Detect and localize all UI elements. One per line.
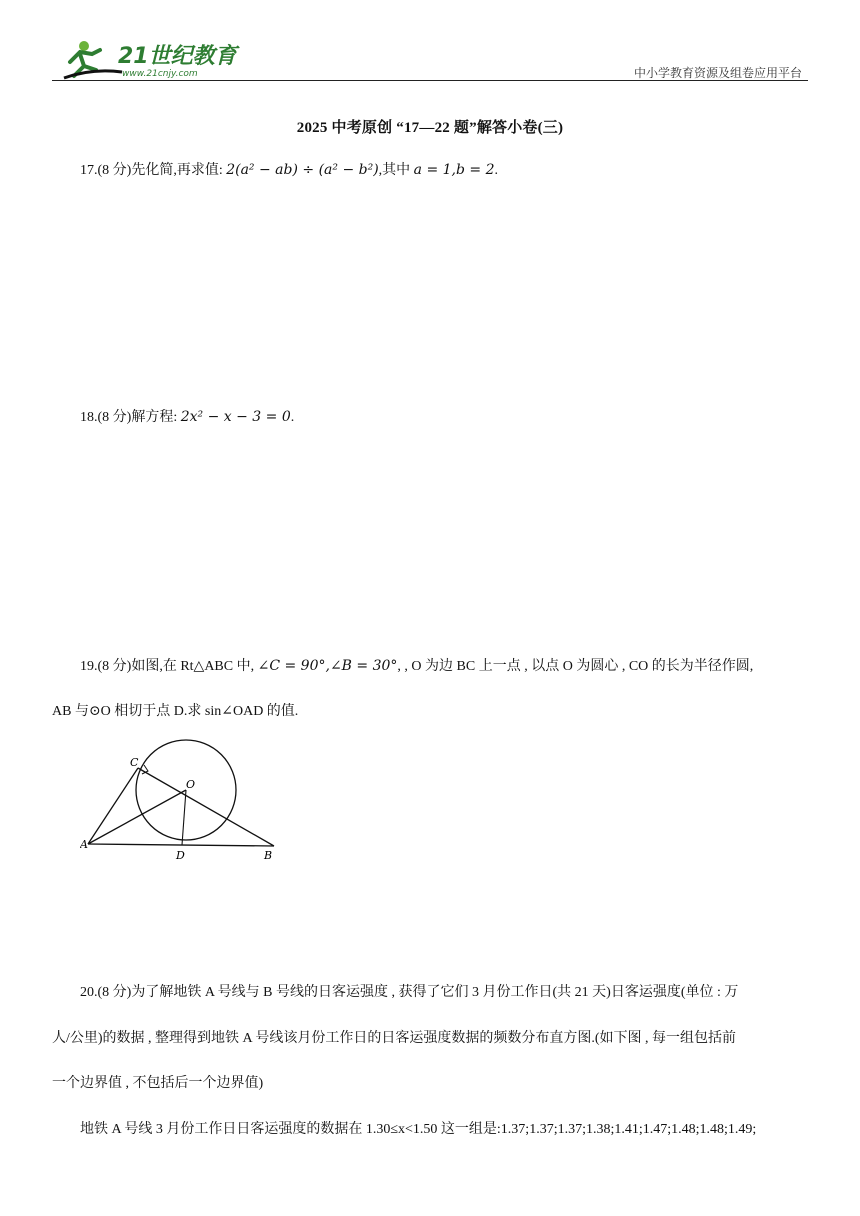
- page-header: [52, 38, 808, 82]
- question-20-line4: 地铁 A 号线 3 月份工作日日客运强度的数据在 1.30≤x<1.50 这一组是:1.37;1.37;1.37;1.38;1.41;1.47;1.48;1.48;1.49;: [80, 1122, 757, 1137]
- q17-end: .: [494, 163, 499, 178]
- side-ac: [88, 768, 138, 844]
- side-ab: [88, 844, 274, 846]
- q18-prefix: 18.(8 分)解方程:: [80, 410, 181, 425]
- label-o: O: [186, 778, 196, 791]
- logo-sub-text: www.21cnjy.com: [122, 69, 198, 79]
- q17-expression: 2(a² − ab) ÷ (a² − b²): [226, 162, 379, 178]
- q17-middle: ,其中: [378, 163, 414, 178]
- q17-condition: a = 1,b = 2: [413, 162, 495, 178]
- q19-angles: ∠C = 90°,∠B = 30°: [257, 658, 398, 674]
- label-a: A: [80, 838, 88, 851]
- q18-end: .: [290, 410, 295, 425]
- question-20-line1: 20.(8 分)为了解地铁 A 号线与 B 号线的日客运强度 , 获得了它们 3 月份工作日(共 21 天)日客运强度(单位 : 万: [80, 985, 739, 1000]
- question-19-line2: AB 与⊙O 相切于点 D.求 sin∠OAD 的值.: [52, 704, 299, 719]
- q19-line1-b: , , O 为边 BC 上一点 , 以点 O 为圆心 , CO 的长为半径作圆,: [397, 659, 754, 674]
- side-cb: [138, 768, 274, 846]
- question-20-line3: 一个边界值 , 不包括后一个边界值): [52, 1076, 264, 1091]
- logo-main-text: 21世纪教育: [118, 44, 237, 69]
- page-title: 2025 中考原创 “17—22 题”解答小卷(三): [296, 120, 564, 136]
- geometry-figure: [80, 738, 280, 868]
- logo-21cnjy: [62, 38, 242, 80]
- q19-line1-a: 19.(8 分)如图,在 Rt△ABC 中,: [80, 659, 258, 674]
- label-b: B: [264, 849, 273, 862]
- q18-equation: 2x² − x − 3 = 0: [180, 409, 291, 425]
- question-19-line1: [80, 656, 820, 677]
- label-c: C: [130, 756, 139, 769]
- label-d: D: [176, 849, 185, 862]
- question-17: [80, 160, 840, 181]
- question-20-line2: 人/公里)的数据 , 整理得到地铁 A 号线该月份工作日的日客运强度数据的频数分布直方图.(如下图 , 每一组包括前: [52, 1031, 737, 1046]
- site-tagline: 中小学教育资源及组卷应用平台: [633, 66, 802, 80]
- segment-od: [182, 790, 186, 845]
- question-18: [80, 407, 840, 428]
- header-divider: [52, 80, 808, 81]
- q17-prefix: 17.(8 分)先化简,再求值:: [80, 163, 227, 178]
